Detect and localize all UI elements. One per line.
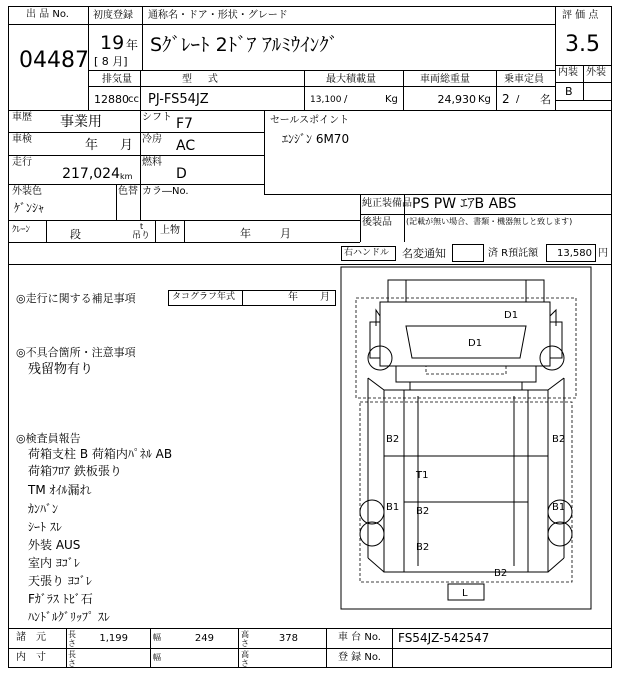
height-label: 高さ — [241, 630, 249, 648]
lot-number: 04487 — [19, 48, 89, 73]
in-width-label: 幅 — [153, 653, 161, 662]
damage-mark: T1 — [416, 470, 429, 481]
recycle-label: 済 R預託額 — [488, 248, 539, 259]
year-unit: 年 — [126, 38, 139, 52]
damage-mark: D1 — [504, 310, 519, 321]
divider — [496, 70, 497, 110]
fuel-value: D — [176, 166, 187, 182]
color-no-label: カラ―No. — [142, 186, 189, 197]
displacement-unit: cc — [128, 94, 139, 105]
divider — [8, 132, 264, 133]
inspector-line: 天張り ﾖｺﾞﾚ — [28, 574, 92, 588]
damage-mark: B2 — [416, 542, 430, 553]
shift-value: F7 — [176, 116, 193, 132]
length-value: 1,199 — [99, 633, 128, 644]
recycle-unit: 円 — [598, 248, 608, 259]
divider — [8, 628, 612, 629]
inspector-line: ｶﾝﾊﾞﾝ — [28, 502, 59, 516]
capacity-label: 乗車定員 — [504, 74, 544, 85]
divider — [8, 242, 360, 243]
color-change-label: 色替 — [118, 186, 138, 197]
equipment-value: PS PW ｴｱB ABS — [412, 196, 517, 212]
chassis-no: FS54JZ-542547 — [398, 631, 490, 645]
capacity-sep: / — [516, 94, 520, 105]
divider — [155, 220, 156, 242]
divider — [140, 110, 141, 220]
width-label: 幅 — [153, 633, 161, 642]
overall-score: 3.5 — [565, 32, 600, 57]
damage-mark: B1 — [552, 502, 566, 513]
divider — [116, 184, 117, 220]
exterior-label: 外装 — [586, 67, 606, 78]
ext-color-value: ｹﾞﾝｼｬ — [14, 201, 45, 215]
dims-label: 諸 元 — [16, 632, 46, 643]
divider — [304, 70, 305, 110]
score-label: 評 価 点 — [562, 10, 599, 21]
damage-mark: B1 — [386, 502, 400, 513]
driving-header: ◎走行に関する補足事項 — [16, 292, 136, 305]
crane-hang: 吊り — [132, 231, 151, 241]
mileage-label: 走行 — [12, 157, 32, 168]
gross-weight-value: 24,930 — [437, 93, 476, 106]
tacho-label: タコグラフ年式 — [172, 292, 236, 302]
history-label: 車歴 — [12, 112, 32, 123]
divider — [140, 70, 141, 110]
inspector-header: ◎検査員報告 — [16, 432, 81, 445]
gross-weight-unit: Kg — [478, 94, 491, 105]
in-length-label: 長さ — [68, 650, 76, 668]
tacho-year: 年 — [288, 292, 298, 303]
max-load-value: 13,100 — [310, 95, 342, 105]
divider — [8, 110, 612, 111]
first-reg-month: [ 8 月] — [94, 55, 128, 68]
model-desc-label: 通称名・ドア・形状・グレード — [148, 10, 288, 21]
max-load-unit: Kg — [385, 94, 398, 105]
width-value: 249 — [194, 633, 214, 644]
lot-label: 出 品 No. — [26, 9, 69, 20]
gross-weight-label: 車両総重量 — [420, 74, 470, 85]
first-reg-year: 19 — [100, 32, 125, 54]
damage-mark: L — [462, 588, 468, 599]
crane-ton: t — [140, 222, 144, 231]
damage-mark: B2 — [552, 434, 566, 445]
reg-label: 登 録 No. — [338, 652, 381, 663]
divider — [142, 25, 143, 71]
right-hand-label: 右ハンドル — [344, 248, 390, 258]
divider — [583, 65, 584, 100]
aftermarket-label: 後装品 — [362, 217, 392, 228]
inspector-line: ﾊﾝﾄﾞﾙｸﾞﾘｯﾌﾟ ｽﾚ — [28, 610, 110, 624]
displacement-value: 12880 — [94, 93, 129, 106]
inspector-line: 荷箱ﾌﾛｱ 鉄板張り — [28, 464, 122, 478]
divider — [142, 6, 143, 26]
sales-point-label: セールスポイント — [270, 115, 350, 126]
divider — [242, 290, 243, 306]
divider — [8, 264, 612, 265]
inspector-line: Fｶﾞﾗｽ ﾄﾋﾞ石 — [28, 592, 93, 606]
shift-label: シフト — [142, 112, 172, 123]
upper-label: 上物 — [160, 225, 180, 236]
mileage-unit: km — [120, 172, 133, 181]
divider — [8, 184, 264, 185]
divider — [360, 214, 612, 215]
damage-mark: B2 — [416, 506, 430, 517]
name-change-box — [452, 244, 484, 262]
interior-label: 内装 — [558, 67, 578, 78]
tacho-month: 月 — [320, 292, 330, 303]
capacity-value: 2 — [502, 92, 510, 106]
ac-value: AC — [176, 138, 196, 154]
divider — [8, 155, 264, 156]
divider — [8, 648, 612, 649]
divider — [555, 100, 612, 101]
inspector-line: ｼｰﾄ ｽﾚ — [28, 520, 62, 534]
divider — [184, 220, 185, 242]
name-change-label: 名変通知 — [402, 247, 446, 260]
damage-mark: B2 — [494, 568, 508, 579]
upper-month: 月 — [280, 227, 291, 240]
model-type-label: 型 式 — [182, 74, 218, 85]
ac-label: 冷房 — [142, 134, 162, 145]
truck-damage-diagram — [340, 266, 592, 610]
displacement-label: 排気量 — [102, 74, 132, 85]
divider — [326, 628, 327, 668]
divider — [150, 628, 151, 668]
divider — [46, 220, 47, 242]
crane-label: ｸﾚｰﾝ — [12, 225, 31, 235]
ext-color-label: 外装色 — [12, 186, 42, 197]
mileage-value: 217,024 — [62, 166, 120, 182]
damage-mark: B2 — [386, 434, 400, 445]
divider — [238, 628, 239, 668]
vehicle-name: Sｸﾞﾚｰﾄ 2ﾄﾞｱ ｱﾙﾐｳｲﾝｸﾞ — [150, 34, 339, 56]
interior-grade: B — [565, 85, 573, 98]
max-load-label: 最大積載量 — [326, 74, 376, 85]
capacity-unit: 名 — [540, 93, 551, 106]
chassis-label: 車 台 No. — [338, 632, 381, 643]
divider — [555, 6, 556, 110]
upper-year: 年 — [240, 227, 251, 240]
divider — [403, 70, 404, 110]
in-height-label: 高さ — [241, 650, 249, 668]
inspection-month: 月 — [120, 138, 134, 153]
defects-header: ◎不具合箇所・注意事項 — [16, 346, 136, 359]
defects-text: 残留物有り — [28, 362, 94, 377]
inspection-year: 年 — [85, 138, 99, 153]
divider — [88, 86, 555, 87]
interior-dims-label: 内 寸 — [16, 652, 46, 663]
divider — [264, 194, 612, 195]
inspector-line: 外装 AUS — [28, 538, 81, 552]
equipment-label: 純正装備品 — [362, 198, 412, 209]
divider — [360, 194, 361, 242]
inspector-line: 室内 ﾖｺﾞﾚ — [28, 556, 80, 570]
model-type-value: PJ-FS54JZ — [148, 92, 209, 107]
history-value: 事業用 — [60, 114, 102, 130]
recycle-amount: 13,580 — [557, 248, 592, 259]
inspector-line: TM ｵｲﾙ漏れ — [28, 483, 92, 497]
inspection-label: 車検 — [12, 134, 32, 145]
height-value: 378 — [278, 633, 298, 644]
divider — [264, 110, 265, 194]
first-reg-label: 初度登録 — [93, 10, 133, 21]
length-label: 長さ — [68, 630, 76, 648]
divider — [8, 24, 556, 25]
damage-mark: D1 — [468, 338, 483, 349]
divider — [88, 70, 555, 71]
divider — [392, 628, 393, 668]
divider — [66, 628, 67, 668]
crane-stage: 段 — [70, 228, 81, 241]
inspector-line: 荷箱支柱 B 荷箱内ﾊﾟﾈﾙ AB — [28, 447, 173, 461]
aftermarket-note: (記載が無い場合、書類・機器無しと致します) — [406, 217, 573, 226]
fuel-label: 燃料 — [142, 157, 162, 168]
max-load-sep: / — [344, 94, 348, 105]
sales-point-text: ｴﾝｼﾞﾝ 6M70 — [282, 132, 350, 146]
